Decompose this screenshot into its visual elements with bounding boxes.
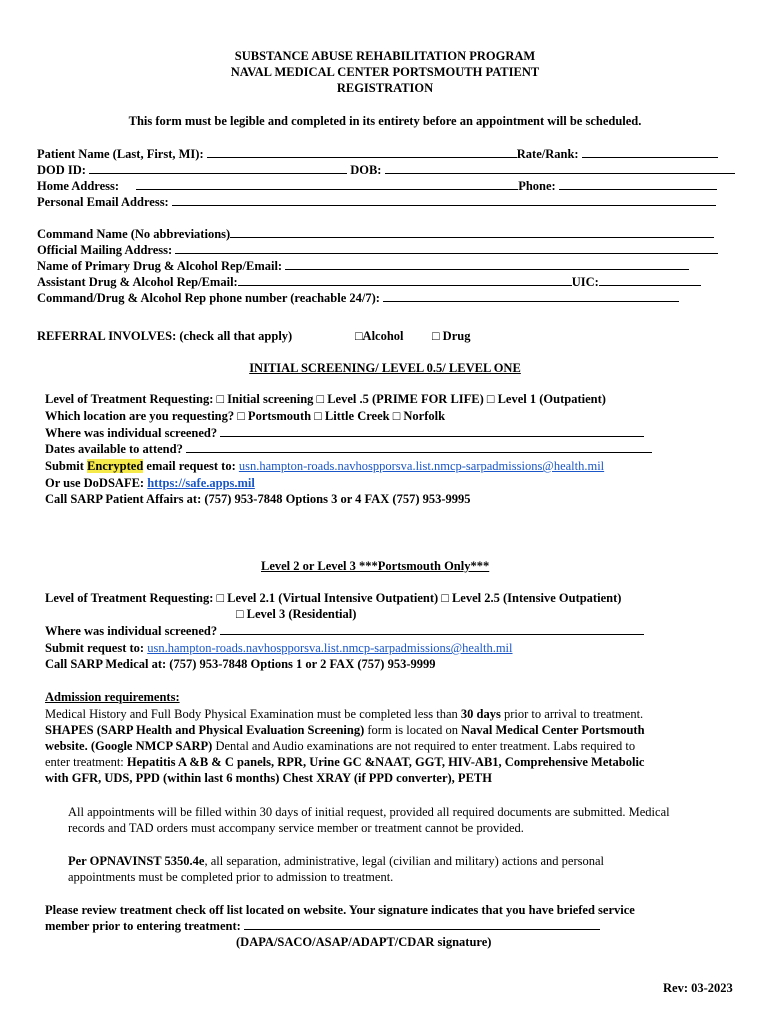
home-address-label: Home Address: [37,179,120,193]
drug-checkbox[interactable]: □ Drug [432,329,471,343]
level2-screened-label: Where was individual screened? [45,624,218,638]
signature-prompt: member prior to entering treatment: [45,919,241,933]
command-phone-field[interactable] [383,291,679,302]
legibility-notice: This form must be legible and completed in its entirety before an appointment will be scheduled. [128,114,642,128]
level2-submit-label: Submit request to: [45,641,148,655]
address-phone-row [37,178,717,194]
dodsafe-row [45,475,255,491]
assistant-rep-label: Assistant Drug & Alcohol Rep/Email: [37,275,238,289]
personal-email-label: Personal Email Address: [37,195,169,209]
dodid-label: DOD ID: [37,163,86,177]
dates-field[interactable] [186,442,652,453]
admission-l2b: form is located on [364,723,462,737]
dodid-dob-row [37,162,735,178]
admission-l1a: Medical History and Full Body Physical Examination must be completed less than [45,707,461,721]
command-phone-row [37,290,679,306]
command-phone-label: Command/Drug & Alcohol Rep phone number (reachable 24/7): [37,291,380,305]
level1-screened-field[interactable] [220,426,644,437]
admission-line-1 [45,706,643,722]
level1-treatment-options[interactable]: Level of Treatment Requesting: □ Initial screening □ Level .5 (PRIME FOR LIFE) □ Level 1 (Outpatient) [45,392,606,406]
location-options[interactable]: Which location are you requesting? □ Portsmouth □ Little Creek □ Norfolk [45,409,446,423]
admission-l4b: Hepatitis A &B & C panels, RPR, Urine GC &NAAT, GGT, HIV-AB1, Comprehensive Metabolic [126,755,645,769]
dates-row [45,441,652,457]
opnavinst-note-2: appointments must be completed prior to admission to treatment. [68,870,394,884]
admission-l1c: prior to arrival to treatment. [500,707,644,721]
admission-l3b: Dental and Audio examinations are not required to enter treatment. Labs required to [212,739,636,753]
level2-email-link[interactable]: usn.hampton-roads.navhospporsva.list.nmcp-sarpadmissions@health.mil [147,641,513,655]
admission-line-3 [45,738,635,754]
assistant-rep-row [37,274,701,290]
command-name-field[interactable] [230,227,714,238]
level1-screened-label: Where was individual screened? [45,426,218,440]
level3-option[interactable]: □ Level 3 (Residential) [236,607,357,621]
admission-l1b: 30 days [460,707,501,721]
admission-line-4 [45,754,644,770]
level2-treatment-options[interactable]: Level of Treatment Requesting: □ Level 2.1 (Virtual Intensive Outpatient) □ Level 2.5 (Intensive Outpatient) [45,591,622,605]
level1-heading: INITIAL SCREENING/ LEVEL 0.5/ LEVEL ONE [249,361,521,375]
encrypted-highlight: Encrypted [87,459,144,473]
dates-label: Dates available to attend? [45,442,183,456]
mailing-address-label: Official Mailing Address: [37,243,173,257]
signature-row [45,918,600,934]
revision-label: Rev: 03-2023 [663,981,733,995]
admission-heading: Admission requirements: [45,690,180,704]
title-line-3: REGISTRATION [336,81,434,95]
dob-field[interactable] [385,163,735,174]
opnavinst-ref: Per OPNAVINST 5350.4e [68,854,205,868]
opnavinst-note-1 [68,853,604,869]
level2-call-info: Call SARP Medical at: (757) 953-7848 Options 1 or 2 FAX (757) 953-9999 [45,657,436,671]
submit-prefix: Submit [45,459,88,473]
alcohol-checkbox[interactable]: □Alcohol [355,329,404,343]
admission-l2c: Naval Medical Center Portsmouth [461,723,645,737]
personal-email-field[interactable] [172,195,716,206]
signature-field[interactable] [244,919,600,930]
level1-call-info: Call SARP Patient Affairs at: (757) 953-7848 Options 3 or 4 FAX (757) 953-9995 [45,492,471,506]
admission-line-2 [45,722,645,738]
level1-submit-row [45,458,604,474]
rate-rank-label: Rate/Rank: [516,147,579,161]
mailing-address-field[interactable] [175,243,718,254]
email-row [37,194,716,210]
submit-suffix: email request to: [143,459,239,473]
primary-rep-field[interactable] [285,259,689,270]
title-line-1: SUBSTANCE ABUSE REHABILITATION PROGRAM [234,49,536,63]
signature-instruction: Please review treatment check off list located on website. Your signature indicates that you have briefed service [45,903,635,917]
command-name-label: Command Name (No abbreviations) [37,227,231,241]
dodid-field[interactable] [89,163,347,174]
title-line-2: NAVAL MEDICAL CENTER PORTSMOUTH PATIENT [230,65,540,79]
primary-rep-row [37,258,689,274]
primary-rep-label: Name of Primary Drug & Alcohol Rep/Email: [37,259,283,273]
patient-name-label: Patient Name (Last, First, MI): [37,147,204,161]
dodsafe-link[interactable]: https://safe.apps.mil [147,476,255,490]
patient-name-field[interactable] [207,147,517,158]
level2-submit-row [45,640,513,656]
home-address-field[interactable] [136,179,518,190]
rate-rank-field[interactable] [582,147,718,158]
level2-screened-row [45,623,644,639]
appointments-note-2: records and TAD orders must accompany service member or treatment cannot be provided. [68,821,524,835]
command-name-row [37,226,714,242]
patient-name-row [37,146,718,162]
level1-email-link[interactable]: usn.hampton-roads.navhospporsva.list.nmcp-sarpadmissions@health.mil [238,459,605,473]
opnavinst-text: , all separation, administrative, legal (civilian and military) actions and personal [204,854,604,868]
admission-l3a: website. (Google NMCP SARP) [45,739,213,753]
level2-screened-field[interactable] [220,624,644,635]
referral-label: REFERRAL INVOLVES: (check all that apply) [37,329,293,343]
phone-field[interactable] [559,179,717,190]
dob-label: DOB: [350,163,382,177]
level2-heading: Level 2 or Level 3 ***Portsmouth Only*** [261,559,490,573]
assistant-rep-field[interactable] [238,275,572,286]
mailing-address-row [37,242,718,258]
uic-label: UIC: [571,275,599,289]
phone-label: Phone: [518,179,556,193]
uic-field[interactable] [599,275,701,286]
admission-line-5: with GFR, UDS, PPD (within last 6 months) Chest XRAY (if PPD converter), PETH [45,771,492,785]
admission-l2a: SHAPES (SARP Health and Physical Evaluation Screening) [45,723,365,737]
dodsafe-label: Or use DoDSAFE: [45,476,148,490]
level1-screened-row [45,425,644,441]
admission-l4a: enter treatment: [45,755,127,769]
appointments-note-1: All appointments will be filled within 30 days of initial request, provided all required documents are submitted. Medical [68,805,670,819]
signature-caption: (DAPA/SACO/ASAP/ADAPT/CDAR signature) [236,935,492,949]
